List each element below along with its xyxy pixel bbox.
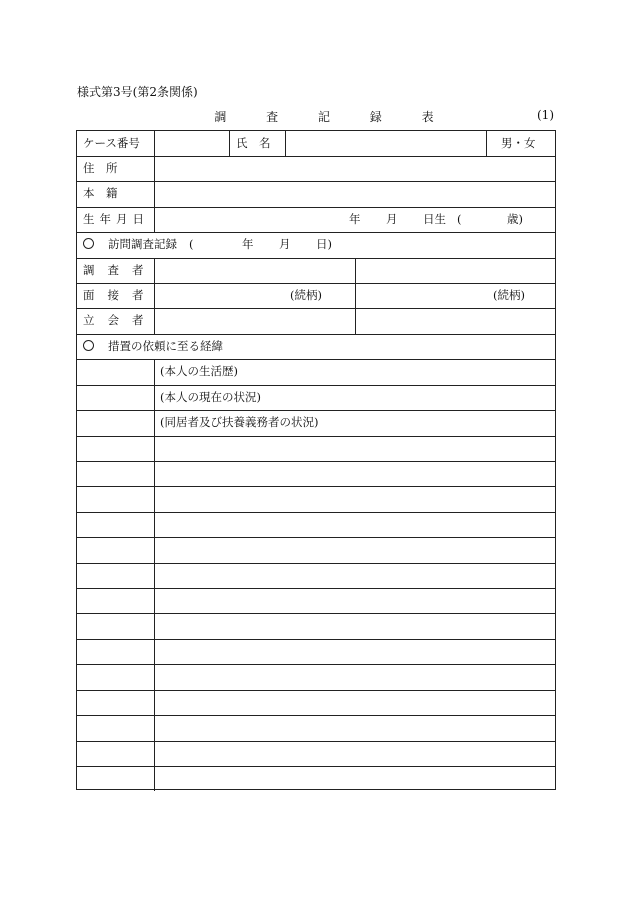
measures-section-label: 措置の依頼に至る経緯 xyxy=(108,339,223,353)
row-divider xyxy=(77,461,555,462)
circle-bullet-icon xyxy=(83,340,94,351)
row-divider xyxy=(77,741,555,742)
column-divider xyxy=(229,131,230,156)
witness-label: 立会者 xyxy=(83,313,157,327)
visit-section-label: 訪問調査記録 xyxy=(108,237,177,251)
age-unit: 歳) xyxy=(507,212,523,226)
visit-year-unit: 年 xyxy=(242,237,254,251)
row-divider xyxy=(77,613,555,614)
age-open-paren: ( xyxy=(457,212,462,226)
measures-section-header xyxy=(83,334,223,359)
investigator-field-1[interactable] xyxy=(155,258,355,283)
visit-date-open-paren: ( xyxy=(189,237,194,251)
row-divider xyxy=(77,563,555,564)
birth-year-unit: 年 xyxy=(349,212,361,226)
address-field[interactable] xyxy=(155,156,555,181)
current-status-label: (本人の現在の状況) xyxy=(160,390,261,404)
row-divider xyxy=(77,588,555,589)
form-number: 様式第3号(第2条関係) xyxy=(77,85,198,99)
domicile-field[interactable] xyxy=(155,181,555,206)
witness-field-1[interactable] xyxy=(155,308,355,333)
row-divider xyxy=(77,766,555,767)
address-label: 住 所 xyxy=(83,161,118,175)
row-divider xyxy=(77,715,555,716)
birth-day-unit: 日生 xyxy=(423,212,446,226)
column-divider xyxy=(154,359,155,791)
name-field[interactable] xyxy=(286,131,486,156)
record-table xyxy=(76,130,556,790)
case-number-field[interactable] xyxy=(155,131,229,156)
visit-month-unit: 月 xyxy=(279,237,291,251)
page-title: 調 査 記 録 表 xyxy=(214,110,452,124)
cohabitants-label: (同居者及び扶養義務者の状況) xyxy=(160,415,319,429)
investigator-label: 調査者 xyxy=(83,263,157,277)
row-divider xyxy=(77,385,555,386)
visit-day-unit: 日) xyxy=(316,237,332,251)
page-number: (1) xyxy=(537,108,554,122)
birth-date-label: 生年月日 xyxy=(83,212,149,226)
witness-field-2[interactable] xyxy=(356,308,556,333)
sex-select[interactable]: 男・女 xyxy=(501,136,536,150)
interviewee-field-1[interactable] xyxy=(155,283,355,308)
circle-bullet-icon xyxy=(83,238,94,249)
interviewee-label: 面接者 xyxy=(83,288,157,302)
relationship-label-1: (続柄) xyxy=(290,288,322,302)
name-label: 氏 名 xyxy=(236,136,271,150)
row-divider xyxy=(77,436,555,437)
birth-month-unit: 月 xyxy=(386,212,398,226)
column-divider xyxy=(486,131,487,156)
interviewee-field-2[interactable] xyxy=(356,283,556,308)
domicile-label: 本 籍 xyxy=(83,186,118,200)
row-divider xyxy=(77,639,555,640)
visit-section-header xyxy=(83,232,177,257)
relationship-label-2: (続柄) xyxy=(493,288,525,302)
row-divider xyxy=(77,512,555,513)
life-history-label: (本人の生活歴) xyxy=(160,364,238,378)
case-number-label: ケース番号 xyxy=(83,136,140,150)
row-divider xyxy=(77,664,555,665)
investigator-field-2[interactable] xyxy=(356,258,556,283)
row-divider xyxy=(77,359,555,360)
row-divider xyxy=(77,537,555,538)
row-divider xyxy=(77,486,555,487)
row-divider xyxy=(77,690,555,691)
